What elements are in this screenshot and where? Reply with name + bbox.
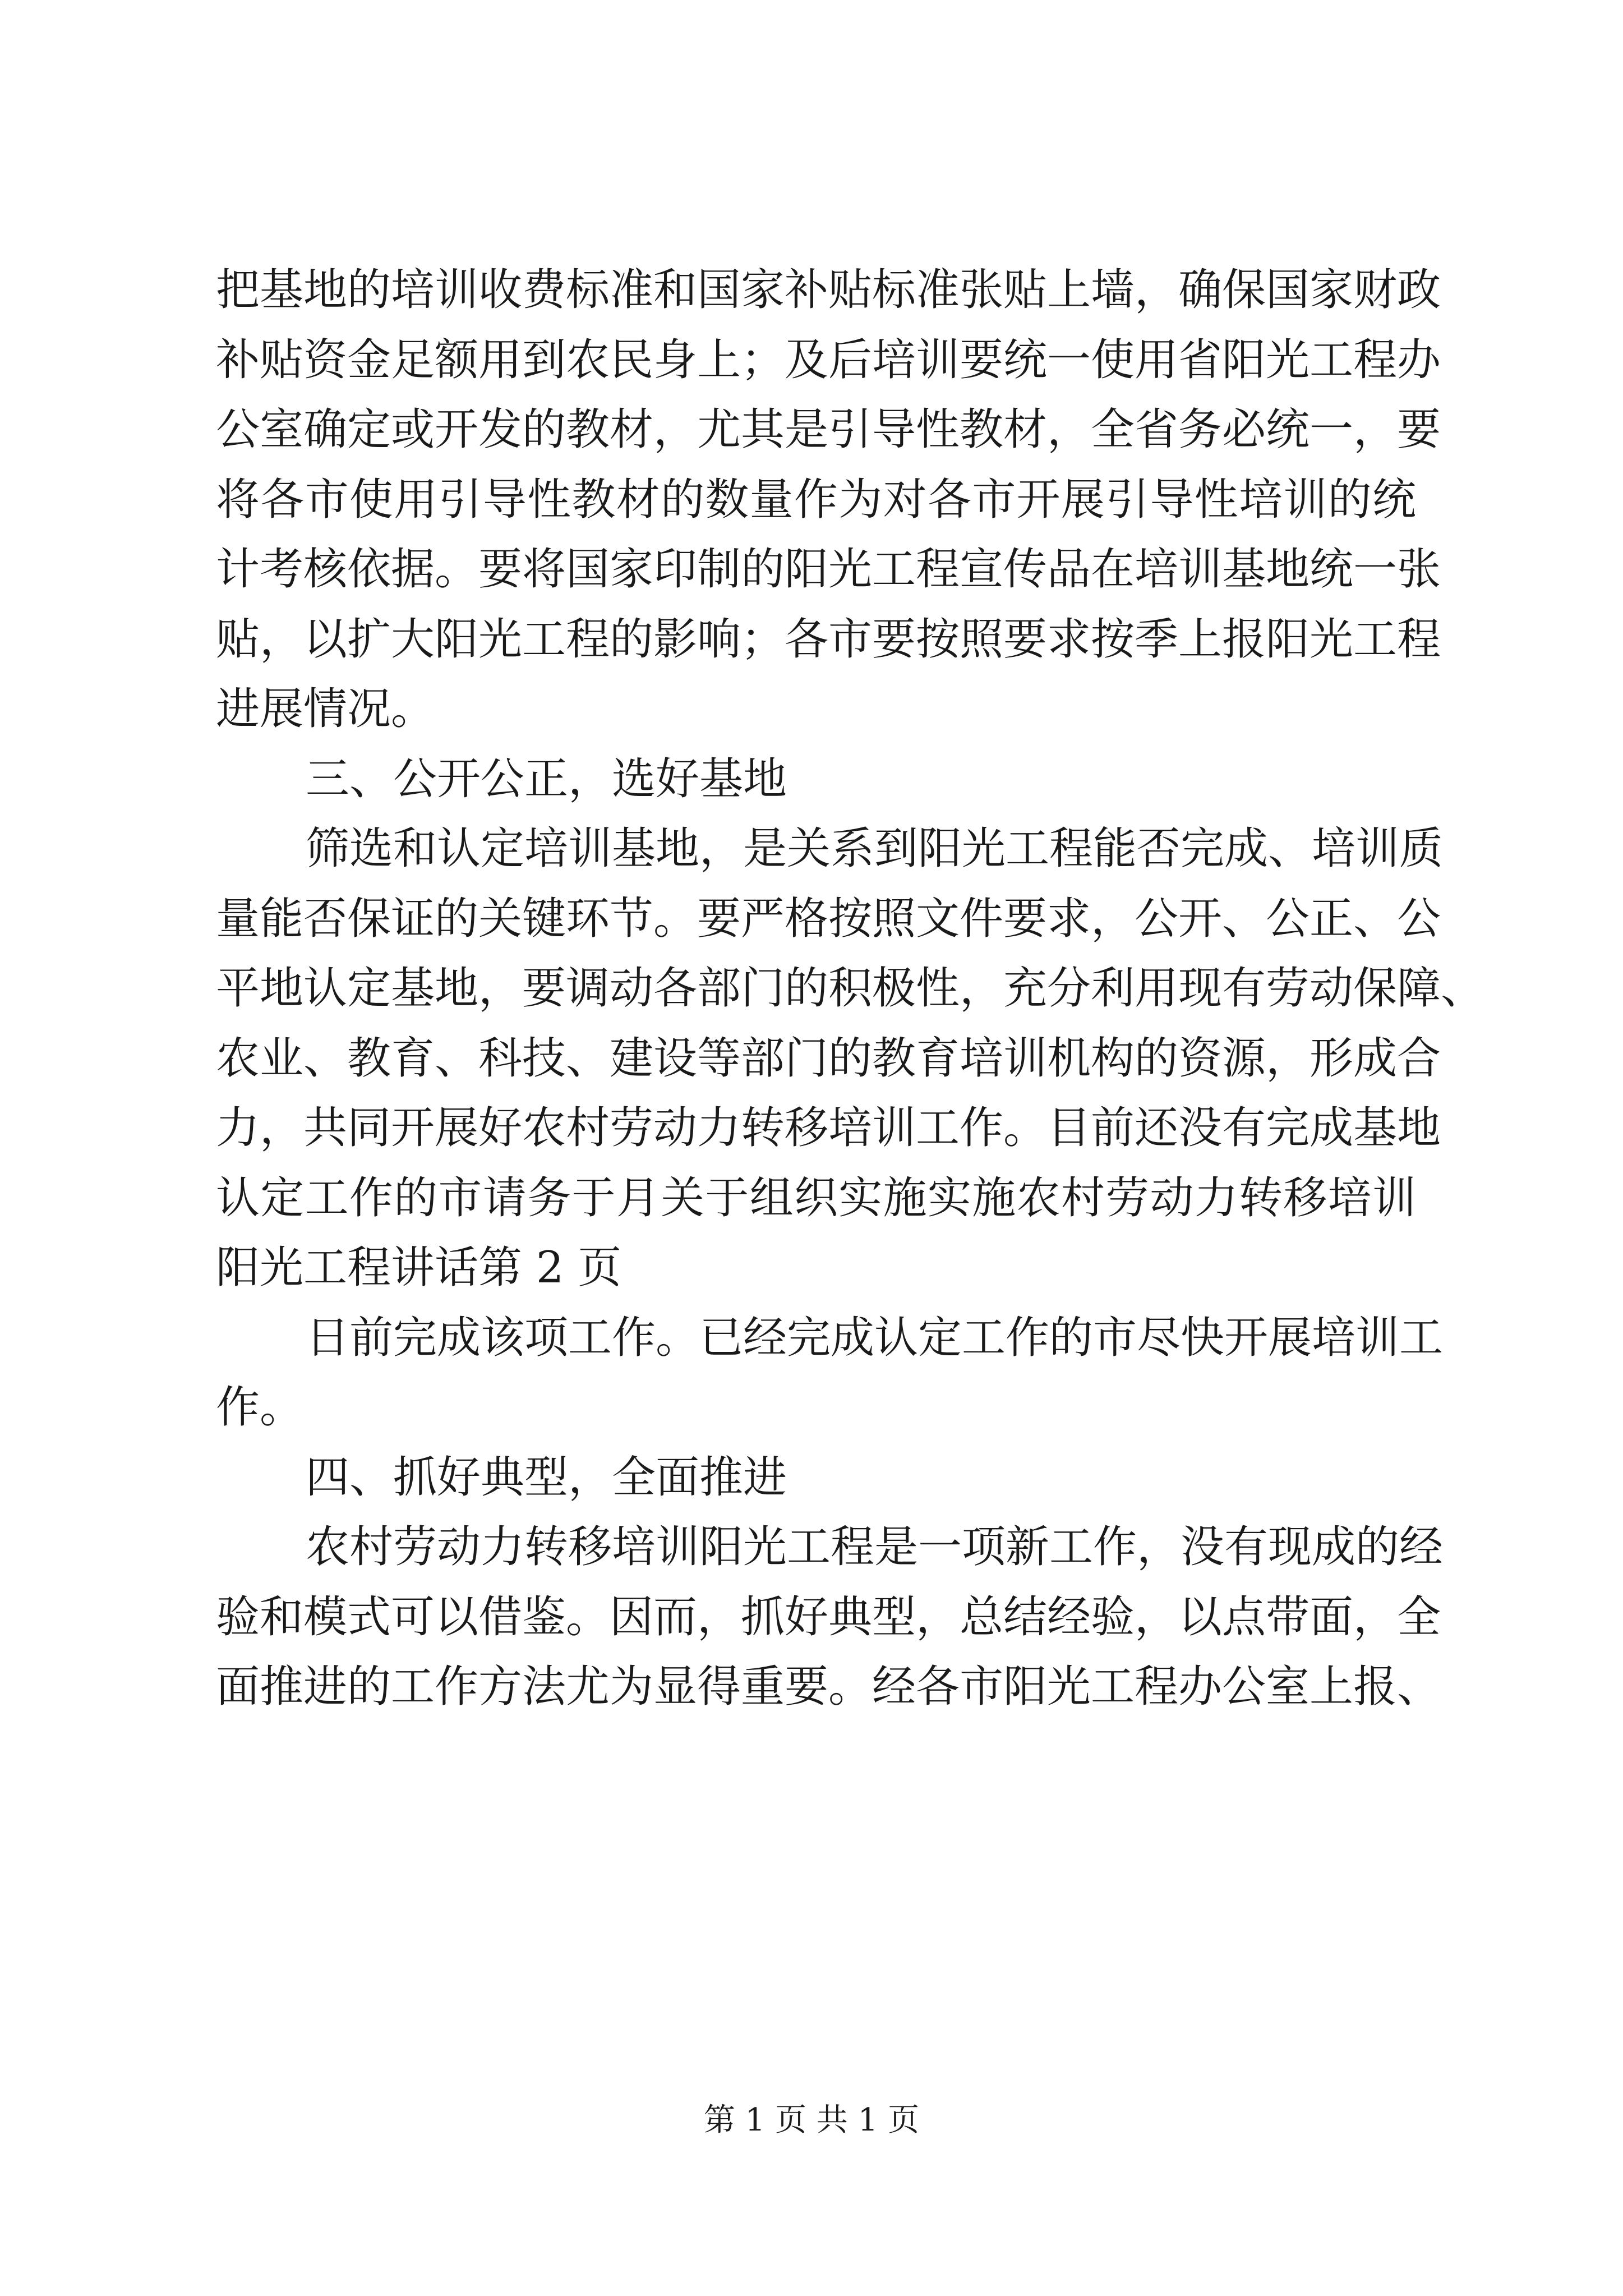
text-line: 将各市使用引导性教材的数量作为对各市开展引导性培训的统 [216,474,1416,525]
text-line: 面推进的工作方法尤为显得重要。经各市阳光工程办公室上报、 [216,1662,1441,1712]
text-line: 公室确定或开发的教材，尤其是引导性教材，全省务必统一，要 [216,404,1441,455]
text-line: 把基地的培训收费标准和国家补贴标准张贴上墙，确保国家财政 [216,265,1441,315]
text-line: 贴，以扩大阳光工程的影响；各市要按照要求按季上报阳光工程 [216,614,1441,665]
text-line: 验和模式可以借鉴。因而，抓好典型，总结经验，以点带面，全 [216,1591,1441,1642]
text-line: 平地认定基地，要调动各部门的积极性，充分利用现有劳动保障、 [216,963,1485,1014]
section-heading: 三、公开公正，选好基地 [306,753,787,804]
text-line: 计考核依据。要将国家印制的阳光工程宣传品在培训基地统一张 [216,544,1441,595]
text-line: 认定工作的市请务于月关于组织实施实施农村劳动力转移培训 [216,1172,1416,1223]
text-line: 补贴资金足额用到农民身上；及后培训要统一使用省阳光工程办 [216,334,1441,385]
text-line: 阳光工程讲话第 2 页 [216,1243,622,1293]
text-line: 农业、教育、科技、建设等部门的教育培训机构的资源，形成合 [216,1033,1441,1084]
document-body [216,255,1485,1722]
text-line: 量能否保证的关键环节。要严格按照文件要求，公开、公正、公 [216,893,1441,944]
section-heading: 四、抓好典型，全面推进 [306,1452,787,1503]
text-line: 筛选和认定培训基地，是关系到阳光工程能否完成、培训质 [306,823,1444,874]
text-line: 进展情况。 [216,684,435,734]
text-line: 力，共同开展好农村劳动力转移培训工作。目前还没有完成基地 [216,1103,1441,1153]
text-line: 日前完成该项工作。已经完成认定工作的市尽快开展培训工 [306,1312,1444,1363]
text-line: 农村劳动力转移培训阳光工程是一项新工作，没有现成的经 [306,1522,1444,1572]
text-line: 作。 [216,1382,304,1433]
page-footer: 第 1 页 共 1 页 [703,2102,920,2138]
